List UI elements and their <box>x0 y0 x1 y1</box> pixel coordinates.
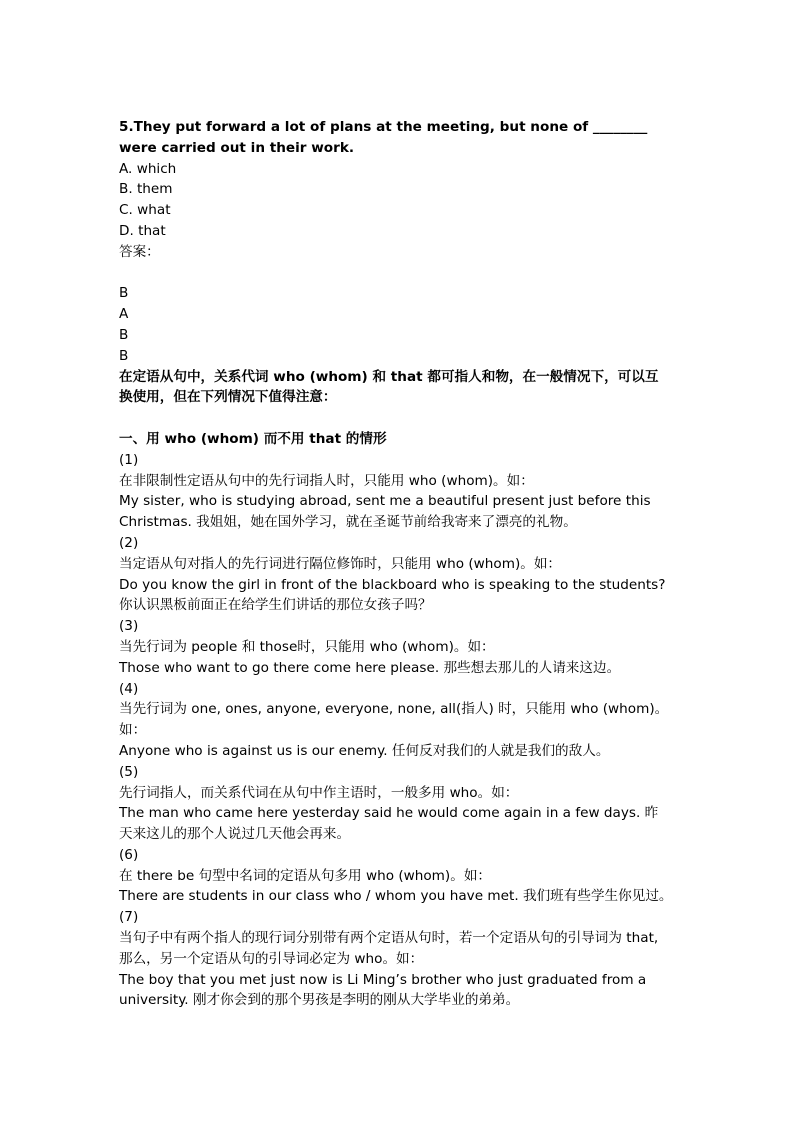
example-text: My sister, who is studying abroad, sent me a beautiful present just before this <box>119 493 651 510</box>
rule-number: (6) <box>119 846 139 863</box>
rule-2 <box>119 533 694 616</box>
example-text: Christmas. 我姐姐，她在国外学习，就在圣诞节前给我寄来了漂亮的礼物。 <box>119 514 577 531</box>
rule-1 <box>119 450 694 533</box>
rule-7 <box>119 907 694 1011</box>
option-c: C. what <box>119 202 171 219</box>
rule-number: (4) <box>119 680 139 697</box>
rule-5 <box>119 762 694 845</box>
rule-4 <box>119 679 694 762</box>
question-stem-line-2: were carried out in their work. <box>119 139 355 156</box>
spacer <box>119 408 694 429</box>
rule-text: 当先行词为 people 和 those时，只能用 who (whom)。如： <box>119 638 495 655</box>
answer-value: B <box>119 326 129 343</box>
example-text: There are students in our class who / whom you have met. 我们班有些学生你见过。 <box>119 888 673 905</box>
option-a: A. which <box>119 160 177 177</box>
rule-number: (5) <box>119 763 139 780</box>
rule-text: 在 there be 句型中名词的定语从句多用 who (whom)。如： <box>119 867 492 884</box>
example-text: Those who want to go there come here please. 那些想去那儿的人请来这边。 <box>119 659 621 676</box>
option-b: B. them <box>119 181 173 198</box>
intro-line-1: 在定语从句中，关系代词 who (whom) 和 that 都可指人和物，在一般情况下，可以互 <box>119 368 659 385</box>
rule-text: 如： <box>119 722 147 739</box>
rule-3 <box>119 616 694 678</box>
example-text: 天来这儿的那个人说过几天他会再来。 <box>119 826 351 843</box>
rule-number: (3) <box>119 618 139 635</box>
intro-paragraph <box>119 367 694 409</box>
answer-label: 答案： <box>119 243 160 260</box>
answer-block <box>119 242 694 367</box>
example-text: 你认识黑板前面正在给学生们讲话的那位女孩子吗？ <box>119 597 432 614</box>
example-text: Anyone who is against us is our enemy. 任何反对我们的人就是我们的敌人。 <box>119 742 610 759</box>
example-text: Do you know the girl in front of the blackboard who is speaking to the students? <box>119 576 666 593</box>
rule-text: 那么，另一个定语从句的引导词必定为 who。如： <box>119 950 424 967</box>
document-body <box>119 117 694 1011</box>
answer-value: B <box>119 347 129 364</box>
option-d: D. that <box>119 222 166 239</box>
section-title: 一、用 who (whom) 而不用 that 的情形 <box>119 430 387 447</box>
rule-text: 在非限制性定语从句中的先行词指人时，只能用 who (whom)。如： <box>119 472 534 489</box>
rule-number: (2) <box>119 534 139 551</box>
example-text: university. 刚才你会到的那个男孩是李明的刚从大学毕业的弟弟。 <box>119 992 520 1009</box>
example-text: The man who came here yesterday said he would come again in a few days. 昨 <box>119 805 659 822</box>
rule-text: 当先行词为 one, ones, anyone, everyone, none, all(指人) 时，只能用 who (whom)。 <box>119 701 669 718</box>
rule-text: 当句子中有两个指人的现行词分别带有两个定语从句时，若一个定语从句的引导词为 that, <box>119 930 659 947</box>
intro-line-2: 换使用，但在下列情况下值得注意： <box>119 389 337 406</box>
rule-text: 当定语从句对指人的先行词进行隔位修饰时，只能用 who (whom)。如： <box>119 555 562 572</box>
spacer <box>119 263 694 284</box>
rule-6 <box>119 845 694 907</box>
question-block <box>119 117 694 242</box>
rule-number: (7) <box>119 909 139 926</box>
question-stem-line-1: 5.They put forward a lot of plans at the meeting, but none of ________ <box>119 119 648 135</box>
answer-value: B <box>119 285 129 302</box>
example-text: The boy that you met just now is Li Ming’s brother who just graduated from a <box>119 971 647 988</box>
rule-number: (1) <box>119 451 139 468</box>
rule-text: 先行词指人，而关系代词在从句中作主语时，一般多用 who。如： <box>119 784 519 801</box>
answer-value: A <box>119 306 129 323</box>
